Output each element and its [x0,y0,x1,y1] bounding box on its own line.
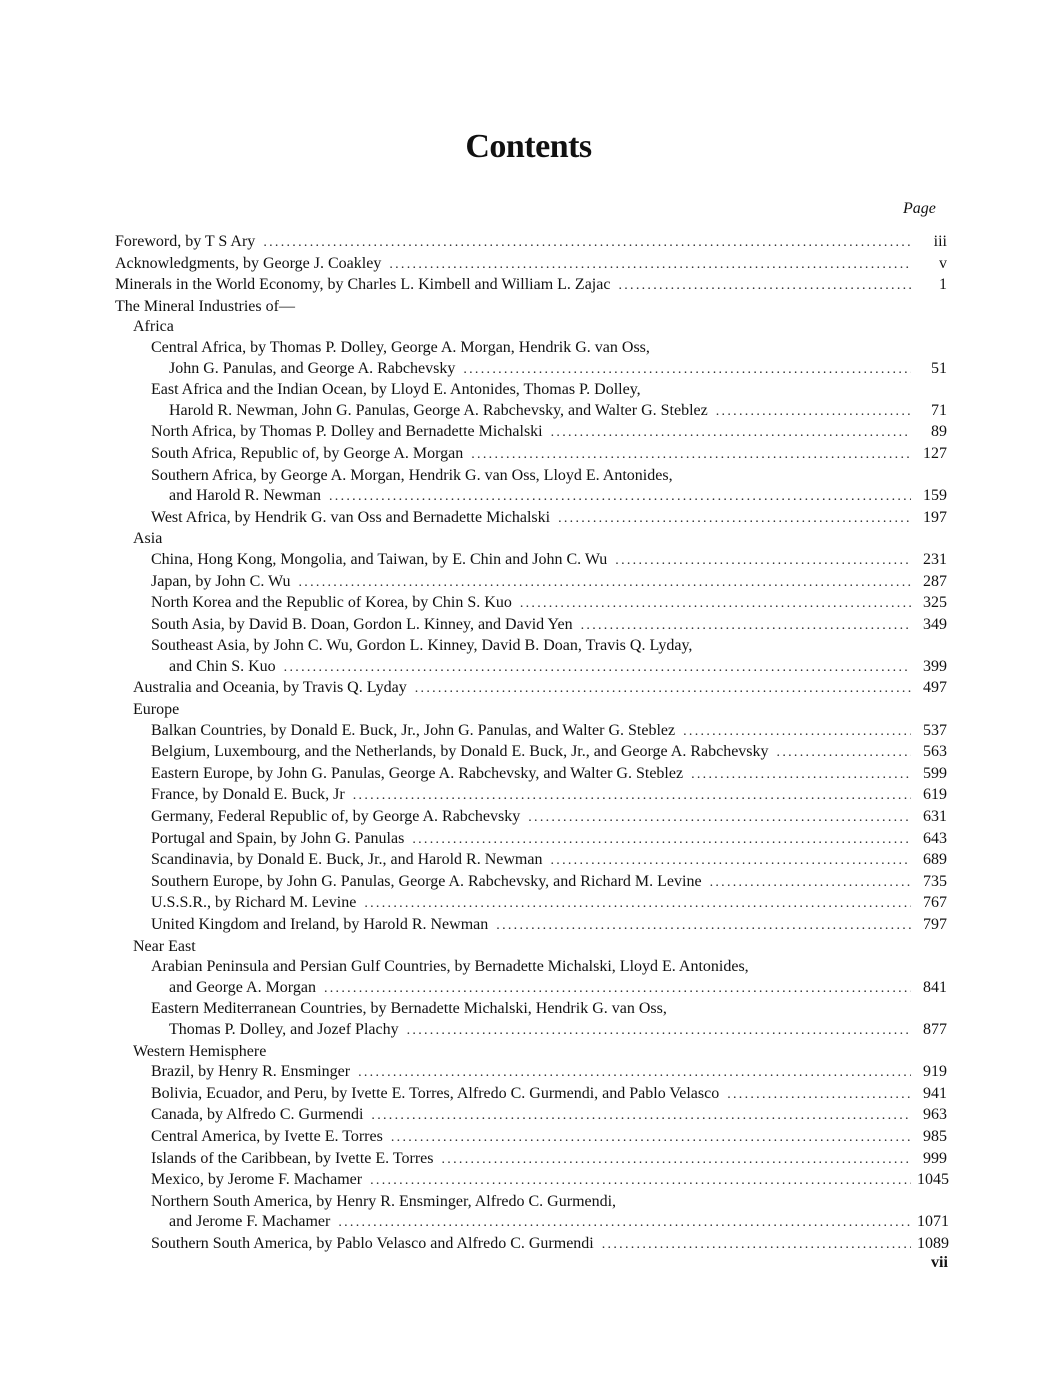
dot-leader [615,551,911,572]
toc-entry [115,275,947,297]
dot-leader [407,1021,911,1042]
toc-entry [115,893,947,915]
dot-leader [551,423,911,444]
toc-entry-title: North Africa, by Thomas P. Dolley and Bernadette Michalski [151,423,543,441]
toc-entry-page: 71 [931,401,947,419]
dot-leader [727,1085,911,1106]
toc-entry-title: Europe [133,701,180,719]
toc-entry [115,317,947,338]
toc-entry-title: Southern Africa, by George A. Morgan, Hendrik G. van Oss, Lloyd E. Antonides, [151,466,673,484]
toc-entry-title: Bolivia, Ecuador, and Peru, by Ivette E. Torres, Alfredo C. Gurmendi, and Pablo Velasco [151,1084,720,1102]
toc-entry-title: Western Hemisphere [133,1042,267,1060]
toc-entry [115,466,947,487]
toc-entry [115,1234,947,1256]
toc-entry-page: 619 [923,786,947,804]
toc-entry-title: Canada, by Alfredo C. Gurmendi [151,1106,364,1124]
toc-entry-title: Islands of the Caribbean, by Ivette E. Torres [151,1149,434,1167]
dot-leader [324,979,911,1000]
toc-entry [115,1105,947,1127]
toc-entry [115,999,947,1020]
toc-entry-page: 287 [923,572,947,590]
toc-entry [115,1084,947,1106]
toc-entry-title: John G. Panulas, and George A. Rabchevsky [169,359,456,377]
toc-entry [115,636,947,657]
dot-leader [581,616,911,637]
dot-leader [329,487,911,508]
toc-entry [115,807,947,829]
dot-leader [284,658,911,679]
toc-entry-title: Japan, by John C. Wu [151,572,291,590]
toc-entry-title: Central Africa, by Thomas P. Dolley, George A. Morgan, Hendrik G. van Oss, [151,338,650,356]
dot-leader [263,233,911,254]
toc-entry [115,444,947,466]
toc-entry [115,401,947,423]
toc-entry-page: 841 [923,978,947,996]
toc-entry-page: 985 [923,1127,947,1145]
toc-entry-title: Belgium, Luxembourg, and the Netherlands, by Donald E. Buck, Jr., and George A. Rabchevsky [151,743,769,761]
toc-entry-page: 941 [923,1084,947,1102]
toc-entry [115,721,947,743]
dot-leader [710,873,911,894]
toc-entry [115,422,947,444]
toc-entry-title: The Mineral Industries of— [115,297,295,315]
toc-entry [115,338,947,359]
dot-leader [364,894,911,915]
toc-entry [115,700,947,721]
dot-leader [299,573,912,594]
toc-entry-title: Africa [133,318,174,336]
toc-entry-title: Harold R. Newman, John G. Panulas, George A. Rabchevsky, and Walter G. Steblez [169,401,708,419]
toc-entry [115,486,947,508]
toc-entry-title: Brazil, by Henry R. Ensminger [151,1063,351,1081]
toc-entry-title: Portugal and Spain, by John G. Panulas [151,829,405,847]
dot-leader [683,722,911,743]
toc-entry-title: Foreword, by T S Ary [115,233,256,250]
dot-leader [338,1213,911,1234]
toc-entry-page: 1089 [917,1234,949,1252]
toc-entry-title: Thomas P. Dolley, and Jozef Plachy [169,1020,399,1038]
dot-leader [558,509,911,530]
toc-entry [115,785,947,807]
dot-leader [353,786,911,807]
toc-entry [115,615,947,637]
toc-entry-page: 349 [923,615,947,633]
toc-entry [115,1170,947,1192]
toc-entry [115,937,947,958]
toc-entry [115,1212,947,1234]
toc-entry-page: 563 [923,743,947,761]
dot-leader [391,1128,911,1149]
toc-entry-page: 1071 [917,1213,949,1231]
toc-entry-title: Arabian Peninsula and Persian Gulf Countries, by Bernadette Michalski, Lloyd E. Antonides, [151,958,749,976]
toc-entry-title: Central America, by Ivette E. Torres [151,1127,383,1145]
toc-entry-title: Australia and Oceania, by Travis Q. Lyday [133,679,407,697]
toc-entry-page: 537 [923,721,947,739]
dot-leader [415,679,911,700]
toc-entry [115,872,947,894]
toc-entry-title: and Jerome F. Machamer [169,1213,331,1231]
toc-entry [115,1042,947,1063]
dot-leader [716,402,911,423]
toc-entry-title: South Asia, by David B. Doan, Gordon L. Kinney, and David Yen [151,615,573,633]
toc-entry [115,254,947,276]
toc-entry [115,1062,947,1084]
toc-entry-page: 399 [923,657,947,675]
toc-entry-page: 497 [923,679,947,697]
toc-entry-page: 89 [931,423,947,441]
toc-entry-title: Acknowledgments, by George J. Coakley [115,254,382,272]
toc-entry-title: China, Hong Kong, Mongolia, and Taiwan, by E. Chin and John C. Wu [151,550,608,568]
toc-entry [115,508,947,530]
dot-leader [463,360,911,381]
toc-entry-page: 51 [931,359,947,377]
toc-entry-title: North Korea and the Republic of Korea, by Chin S. Kuo [151,594,512,612]
toc-entry [115,593,947,615]
toc-entry [115,850,947,872]
toc-entry-title: U.S.S.R., by Richard M. Levine [151,894,357,912]
toc-entry-title: Eastern Europe, by John G. Panulas, George A. Rabchevsky, and Walter G. Steblez [151,764,684,782]
dot-leader [777,743,911,764]
dot-leader [442,1150,912,1171]
toc-entry-page: 689 [923,851,947,869]
toc-entry-title: Near East [133,937,196,955]
toc-entry [115,829,947,851]
toc-entry [115,297,947,318]
toc-entry-page: 231 [923,550,947,568]
toc-entry-page: v [939,254,947,272]
toc-entry-title: Scandinavia, by Donald E. Buck, Jr., and Harold R. Newman [151,851,543,869]
toc-entry [115,1020,947,1042]
dot-leader [602,1235,911,1256]
toc-entry-title: Southern South America, by Pablo Velasco and Alfredo C. Gurmendi [151,1234,594,1252]
dot-leader [496,916,911,937]
toc-entry-title: East Africa and the Indian Ocean, by Lloyd E. Antonides, Thomas P. Dolley, [151,381,641,399]
toc-entry-title: France, by Donald E. Buck, Jr [151,786,345,804]
toc-entry [115,742,947,764]
toc-entry [115,529,947,550]
page-number: vii [931,1254,948,1271]
toc-entry [115,957,947,978]
toc-entry [115,678,947,700]
toc-entry [115,380,947,401]
table-of-contents [115,232,947,1256]
toc-entry-title: Asia [133,530,163,548]
dot-leader [471,445,911,466]
page-column-header: Page [903,200,936,217]
toc-entry-title: Northern South America, by Henry R. Ensminger, Alfredo C. Gurmendi, [151,1192,617,1210]
toc-entry-page: 599 [923,764,947,782]
dot-leader [520,594,911,615]
toc-entry-title: Balkan Countries, by Donald E. Buck, Jr., John G. Panulas, and Walter G. Steblez [151,721,676,739]
toc-entry-page: iii [933,233,947,250]
dot-leader [691,765,911,786]
toc-entry-title: and Harold R. Newman [169,487,321,505]
toc-entry-title: West Africa, by Hendrik G. van Oss and Bernadette Michalski [151,508,551,526]
toc-entry-page: 159 [923,487,947,505]
toc-entry [115,1192,947,1213]
toc-entry-page: 127 [923,444,947,462]
toc-entry-page: 963 [923,1106,947,1124]
toc-entry [115,1127,947,1149]
toc-entry-title: Southeast Asia, by John C. Wu, Gordon L. Kinney, David B. Doan, Travis Q. Lyday, [151,637,693,655]
dot-leader [389,255,911,276]
toc-entry-page: 797 [923,916,947,933]
dot-leader [550,851,911,872]
toc-entry [115,915,947,937]
toc-entry-title: Eastern Mediterranean Countries, by Bernadette Michalski, Hendrik G. van Oss, [151,1000,667,1018]
toc-entry-page: 919 [923,1063,947,1081]
toc-entry-title: Minerals in the World Economy, by Charles L. Kimbell and William L. Zajac [115,276,611,294]
toc-entry-page: 877 [923,1020,947,1038]
toc-entry [115,657,947,679]
toc-entry-title: and George A. Morgan [169,978,316,996]
toc-entry [115,232,947,254]
toc-entry-page: 1 [939,276,947,294]
toc-entry-title: South Africa, Republic of, by George A. Morgan [151,444,464,462]
toc-entry-page: 735 [923,872,947,890]
toc-entry-title: Germany, Federal Republic of, by George A. Rabchevsky [151,808,521,826]
toc-entry [115,978,947,1000]
toc-entry-title: Southern Europe, by John G. Panulas, George A. Rabchevsky, and Richard M. Levine [151,872,702,890]
toc-entry-title: Mexico, by Jerome F. Machamer [151,1171,363,1189]
toc-entry [115,764,947,786]
toc-entry-page: 325 [923,594,947,612]
dot-leader [370,1171,911,1192]
toc-entry-page: 1045 [917,1171,949,1189]
toc-entry-page: 767 [923,894,947,912]
toc-entry [115,359,947,381]
toc-entry-title: United Kingdom and Ireland, by Harold R. Newman [151,916,489,933]
dot-leader [618,276,911,297]
toc-entry [115,550,947,572]
dot-leader [358,1063,911,1084]
page-title: Contents [465,128,592,165]
toc-entry [115,572,947,594]
dot-leader [371,1106,911,1127]
toc-entry [115,1149,947,1171]
toc-entry-page: 999 [923,1149,947,1167]
dot-leader [528,808,911,829]
toc-entry-page: 197 [923,508,947,526]
toc-entry-title: and Chin S. Kuo [169,657,276,675]
toc-entry-page: 631 [923,808,947,826]
toc-entry-page: 643 [923,829,947,847]
dot-leader [412,830,911,851]
